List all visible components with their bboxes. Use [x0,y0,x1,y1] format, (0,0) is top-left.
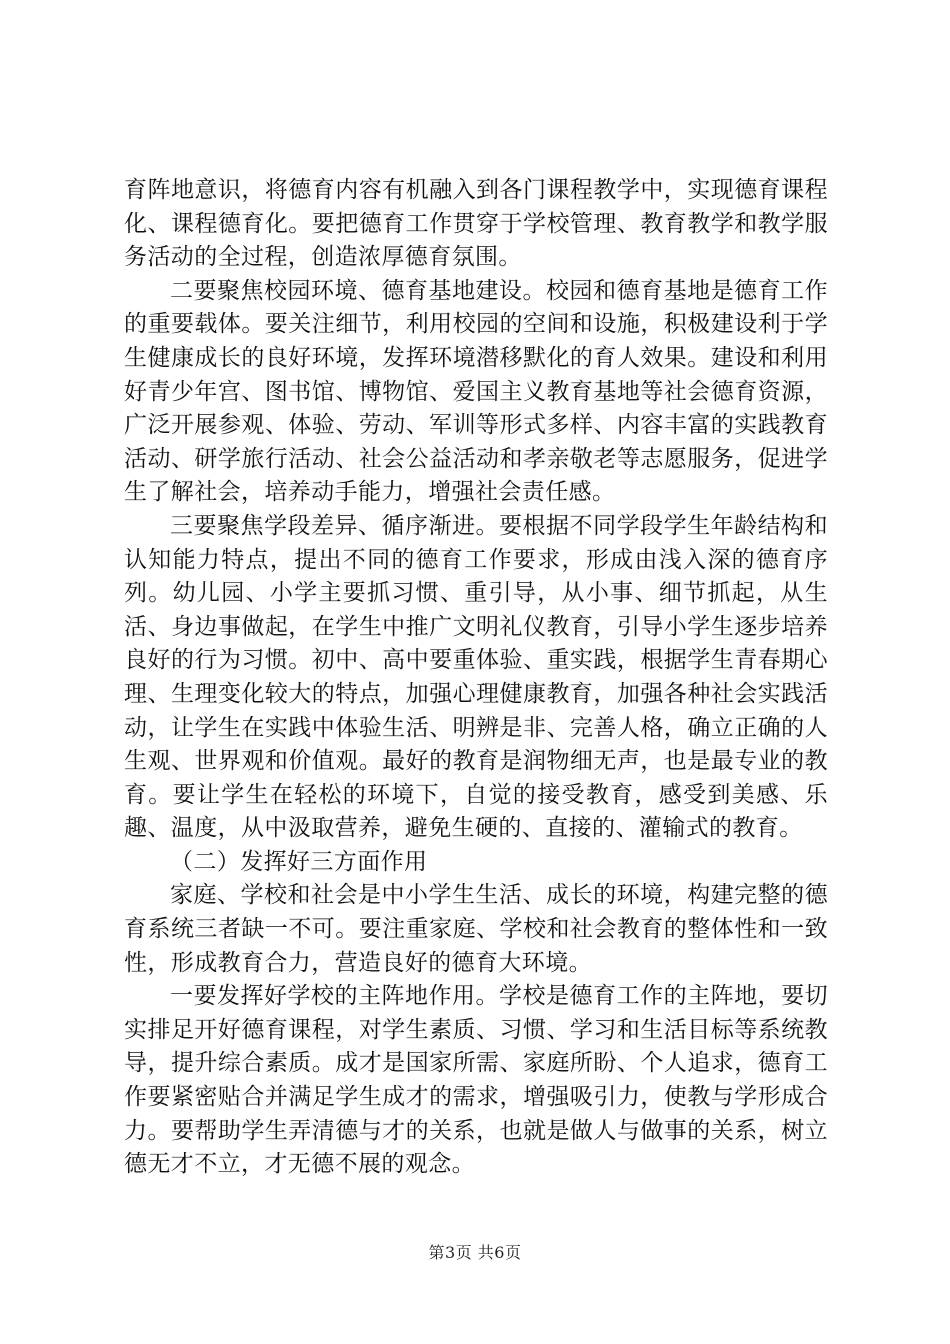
paragraph-1: 育阵地意识，将德育内容有机融入到各门课程教学中，实现德育课程化、课程德育化。要把德育工作贯穿于学校管理、教育教学和教学服务活动的全过程，创造浓厚德育氛围。 [124,177,828,271]
paragraph-3: 三要聚焦学段差异、循序渐进。要根据不同学段学生年龄结构和认知能力特点，提出不同的德育工作要求，形成由浅入深的德育序列。幼儿园、小学主要抓习惯、重引导，从小事、细节抓起，从生活、身边事做起，在学生中推广文明礼仪教育，引导小学生逐步培养良好的行为习惯。初中、高中要重体验、重实践，根据学生青春期心理、生理变化较大的特点，加强心理健康教育，加强各种社会实践活动，让学生在实践中体验生活、明辨是非、完善人格，确立正确的人生观、世界观和价值观。最好的教育是润物细无声，也是最专业的教育。要让学生在轻松的环境下，自觉的接受教育，感受到美感、乐趣、温度，从中汲取营养，避免生硬的、直接的、灌输式的教育。 [124,512,828,842]
section-heading: （二）发挥好三方面作用 [170,848,428,875]
paragraph-2: 二要聚焦校园环境、德育基地建设。校园和德育基地是德育工作的重要载体。要关注细节，利用校园的空间和设施，积极建设利于学生健康成长的良好环境，发挥环境潜移默化的育人效果。建设和利用好青少年宫、图书馆、博物馆、爱国主义教育基地等社会德育资源，广泛开展参观、体验、劳动、军训等形式多样、内容丰富的实践教育活动、研学旅行活动、社会公益活动和孝亲敬老等志愿服务，促进学生了解社会，培养动手能力，增强社会责任感。 [124,277,828,506]
page-number-label: 第3页 共6页 [428,1243,522,1262]
page-footer [0,1243,950,1263]
paragraph-5: 一要发挥好学校的主阵地作用。学校是德育工作的主阵地，要切实排足开好德育课程，对学生素质、习惯、学习和生活目标等系统教导，提升综合素质。成才是国家所需、家庭所盼、个人追求，德育工作要紧密贴合并满足学生成才的需求，增强吸引力，使教与学形成合力。要帮助学生弄清德与才的关系，也就是做人与做事的关系，树立德无才不立，才无德不展的观念。 [124,983,828,1178]
paragraph-4: 家庭、学校和社会是中小学生生活、成长的环境，构建完整的德育系统三者缺一不可。要注重家庭、学校和社会教育的整体性和一致性，形成教育合力，营造良好的德育大环境。 [124,882,828,976]
document-body [124,174,828,1182]
